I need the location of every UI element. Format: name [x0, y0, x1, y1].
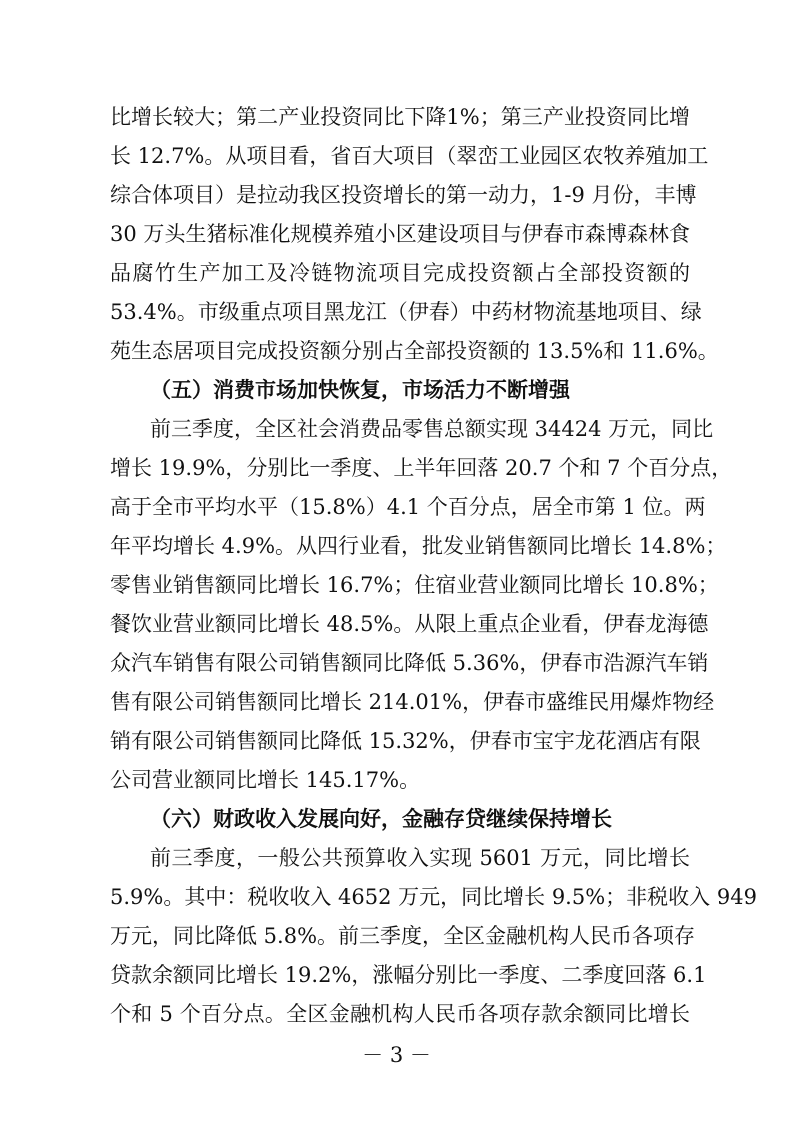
body-line: 餐饮业营业额同比增长 48.5%。从限上重点企业看，伊春龙海德: [110, 612, 709, 636]
body-line: 长 12.7%。从项目看，省百大项目（翠峦工业园区农牧养殖加工: [110, 144, 709, 168]
body-line: 品腐竹生产加工及冷链物流项目完成投资额占全部投资额的: [110, 261, 690, 285]
body-line: 零售业销售额同比增长 16.7%；住宿业营业额同比增长 10.8%；: [110, 573, 719, 597]
section-heading-6: （六）财政收入发展向好，金融存贷继续保持增长: [150, 806, 612, 831]
body-line: 个和 5 个百分点。全区金融机构人民币各项存款余额同比增长: [110, 1002, 690, 1026]
body-line: 综合体项目）是拉动我区投资增长的第一动力，1-9 月份，丰博: [110, 183, 697, 207]
paragraph-first-line: 前三季度，全区社会消费品零售总额实现 34424 万元，同比: [150, 417, 714, 441]
body-line: 众汽车销售有限公司销售额同比降低 5.36%，伊春市浩源汽车销: [110, 651, 709, 675]
body-line: 高于全市平均水平（15.8%）4.1 个百分点，居全市第 1 位。两: [110, 495, 706, 519]
body-line: 30 万头生猪标准化规模养殖小区建设项目与伊春市森博森林食: [110, 222, 690, 246]
body-line: 53.4%。市级重点项目黑龙江（伊春）中药材物流基地项目、绿: [110, 300, 702, 324]
body-line: 万元，同比降低 5.8%。前三季度，全区金融机构人民币各项存: [110, 924, 696, 948]
body-line: 年平均增长 4.9%。从四行业看，批发业销售额同比增长 14.8%；: [110, 534, 727, 558]
body-line: 苑生态居项目完成投资额分别占全部投资额的 13.5%和 11.6%。: [110, 339, 719, 363]
section-heading-5: （五）消费市场加快恢复，市场活力不断增强: [150, 377, 570, 402]
body-line: 贷款余额同比增长 19.2%，涨幅分别比一季度、二季度回落 6.1: [110, 963, 707, 987]
body-line: 比增长较大；第二产业投资同比下降1%；第三产业投资同比增: [110, 105, 690, 129]
page-number: － 3 －: [362, 1043, 431, 1067]
body-line: 5.9%。其中：税收收入 4652 万元，同比增长 9.5%；非税收入 949: [110, 885, 757, 909]
body-line: 增长 19.9%，分别比一季度、上半年回落 20.7 个和 7 个百分点，: [110, 456, 733, 480]
body-line: 公司营业额同比增长 145.17%。: [110, 768, 421, 792]
body-line: 销有限公司销售额同比降低 15.32%，伊春市宝宇龙花酒店有限: [110, 729, 701, 753]
body-line: 售有限公司销售额同比增长 214.01%，伊春市盛维民用爆炸物经: [110, 690, 715, 714]
paragraph-first-line: 前三季度，一般公共预算收入实现 5601 万元，同比增长: [150, 846, 690, 870]
